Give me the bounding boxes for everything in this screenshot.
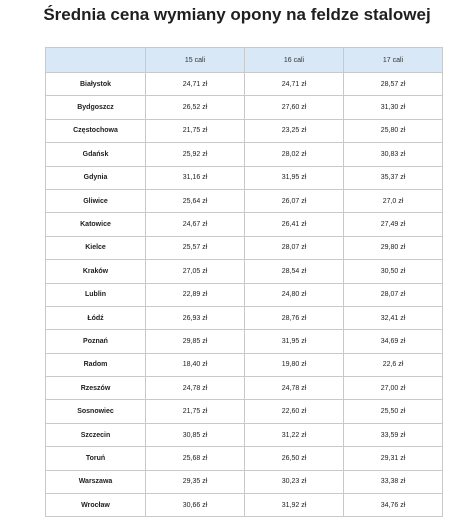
price-cell: 26,07 zł <box>245 189 344 212</box>
header-15-inch: 15 cali <box>146 48 245 73</box>
table-title: Średnia cena wymiany opony na feldze stalowej <box>43 5 431 24</box>
price-cell: 31,95 zł <box>245 330 344 353</box>
city-cell: Szczecin <box>46 423 146 446</box>
price-cell: 28,76 zł <box>245 306 344 329</box>
price-cell: 18,40 zł <box>146 353 245 376</box>
price-cell: 35,37 zł <box>344 166 443 189</box>
price-cell: 31,16 zł <box>146 166 245 189</box>
table-row <box>46 73 443 96</box>
table-row <box>46 260 443 283</box>
price-cell: 25,57 zł <box>146 236 245 259</box>
price-cell: 31,22 zł <box>245 423 344 446</box>
city-cell: Gliwice <box>46 189 146 212</box>
price-cell: 29,35 zł <box>146 470 245 493</box>
table-row <box>46 236 443 259</box>
price-cell: 24,80 zł <box>245 283 344 306</box>
header-17-inch: 17 cali <box>344 48 443 73</box>
city-cell: Wrocław <box>46 494 146 517</box>
price-cell: 22,89 zł <box>146 283 245 306</box>
city-cell: Toruń <box>46 447 146 470</box>
city-cell: Poznań <box>46 330 146 353</box>
price-cell: 27,0 zł <box>344 189 443 212</box>
price-cell: 26,52 zł <box>146 96 245 119</box>
price-cell: 26,93 zł <box>146 306 245 329</box>
price-cell: 24,78 zł <box>245 377 344 400</box>
price-cell: 27,60 zł <box>245 96 344 119</box>
table-row <box>46 283 443 306</box>
table-row <box>46 423 443 446</box>
price-cell: 26,41 zł <box>245 213 344 236</box>
city-cell: Radom <box>46 353 146 376</box>
price-cell: 32,41 zł <box>344 306 443 329</box>
city-cell: Kraków <box>46 260 146 283</box>
price-cell: 28,54 zł <box>245 260 344 283</box>
price-cell: 31,95 zł <box>245 166 344 189</box>
price-cell: 24,67 zł <box>146 213 245 236</box>
header-corner <box>46 48 146 73</box>
table-row <box>46 96 443 119</box>
table-row <box>46 494 443 517</box>
city-cell: Gdańsk <box>46 143 146 166</box>
city-cell: Białystok <box>46 73 146 96</box>
city-cell: Rzeszów <box>46 377 146 400</box>
price-cell: 28,07 zł <box>344 283 443 306</box>
price-cell: 31,92 zł <box>245 494 344 517</box>
table-row <box>46 447 443 470</box>
price-cell: 22,60 zł <box>245 400 344 423</box>
city-cell: Lublin <box>46 283 146 306</box>
city-cell: Kielce <box>46 236 146 259</box>
table-row <box>46 400 443 423</box>
table-body <box>46 73 443 517</box>
price-cell: 34,69 zł <box>344 330 443 353</box>
table-row <box>46 143 443 166</box>
price-cell: 19,80 zł <box>245 353 344 376</box>
price-cell: 28,57 zł <box>344 73 443 96</box>
table-row <box>46 353 443 376</box>
price-cell: 30,66 zł <box>146 494 245 517</box>
price-cell: 27,00 zł <box>344 377 443 400</box>
price-cell: 30,23 zł <box>245 470 344 493</box>
city-cell: Gdynia <box>46 166 146 189</box>
city-cell: Warszawa <box>46 470 146 493</box>
city-cell: Częstochowa <box>46 119 146 142</box>
price-cell: 26,50 zł <box>245 447 344 470</box>
header-row <box>46 48 443 73</box>
price-cell: 25,64 zł <box>146 189 245 212</box>
price-cell: 33,38 zł <box>344 470 443 493</box>
price-cell: 25,50 zł <box>344 400 443 423</box>
price-cell: 25,92 zł <box>146 143 245 166</box>
price-cell: 21,75 zł <box>146 400 245 423</box>
price-cell: 31,30 zł <box>344 96 443 119</box>
price-cell: 25,80 zł <box>344 119 443 142</box>
price-cell: 29,31 zł <box>344 447 443 470</box>
price-cell: 24,71 zł <box>245 73 344 96</box>
price-table <box>45 47 443 517</box>
price-cell: 28,07 zł <box>245 236 344 259</box>
price-cell: 27,49 zł <box>344 213 443 236</box>
price-cell: 30,50 zł <box>344 260 443 283</box>
table-row <box>46 213 443 236</box>
price-cell: 34,76 zł <box>344 494 443 517</box>
price-cell: 23,25 zł <box>245 119 344 142</box>
price-cell: 30,85 zł <box>146 423 245 446</box>
price-cell: 33,59 zł <box>344 423 443 446</box>
price-cell: 25,68 zł <box>146 447 245 470</box>
table-row <box>46 330 443 353</box>
table-row <box>46 470 443 493</box>
table-row <box>46 119 443 142</box>
price-cell: 24,71 zł <box>146 73 245 96</box>
price-cell: 28,02 zł <box>245 143 344 166</box>
price-cell: 24,78 zł <box>146 377 245 400</box>
city-cell: Bydgoszcz <box>46 96 146 119</box>
city-cell: Katowice <box>46 213 146 236</box>
city-cell: Łódź <box>46 306 146 329</box>
header-16-inch: 16 cali <box>245 48 344 73</box>
city-cell: Sosnowiec <box>46 400 146 423</box>
table-row <box>46 189 443 212</box>
table-row <box>46 377 443 400</box>
price-cell: 30,83 zł <box>344 143 443 166</box>
price-cell: 21,75 zł <box>146 119 245 142</box>
price-cell: 27,05 zł <box>146 260 245 283</box>
price-cell: 22,6 zł <box>344 353 443 376</box>
table-row <box>46 166 443 189</box>
price-cell: 29,85 zł <box>146 330 245 353</box>
price-cell: 29,80 zł <box>344 236 443 259</box>
table-row <box>46 306 443 329</box>
